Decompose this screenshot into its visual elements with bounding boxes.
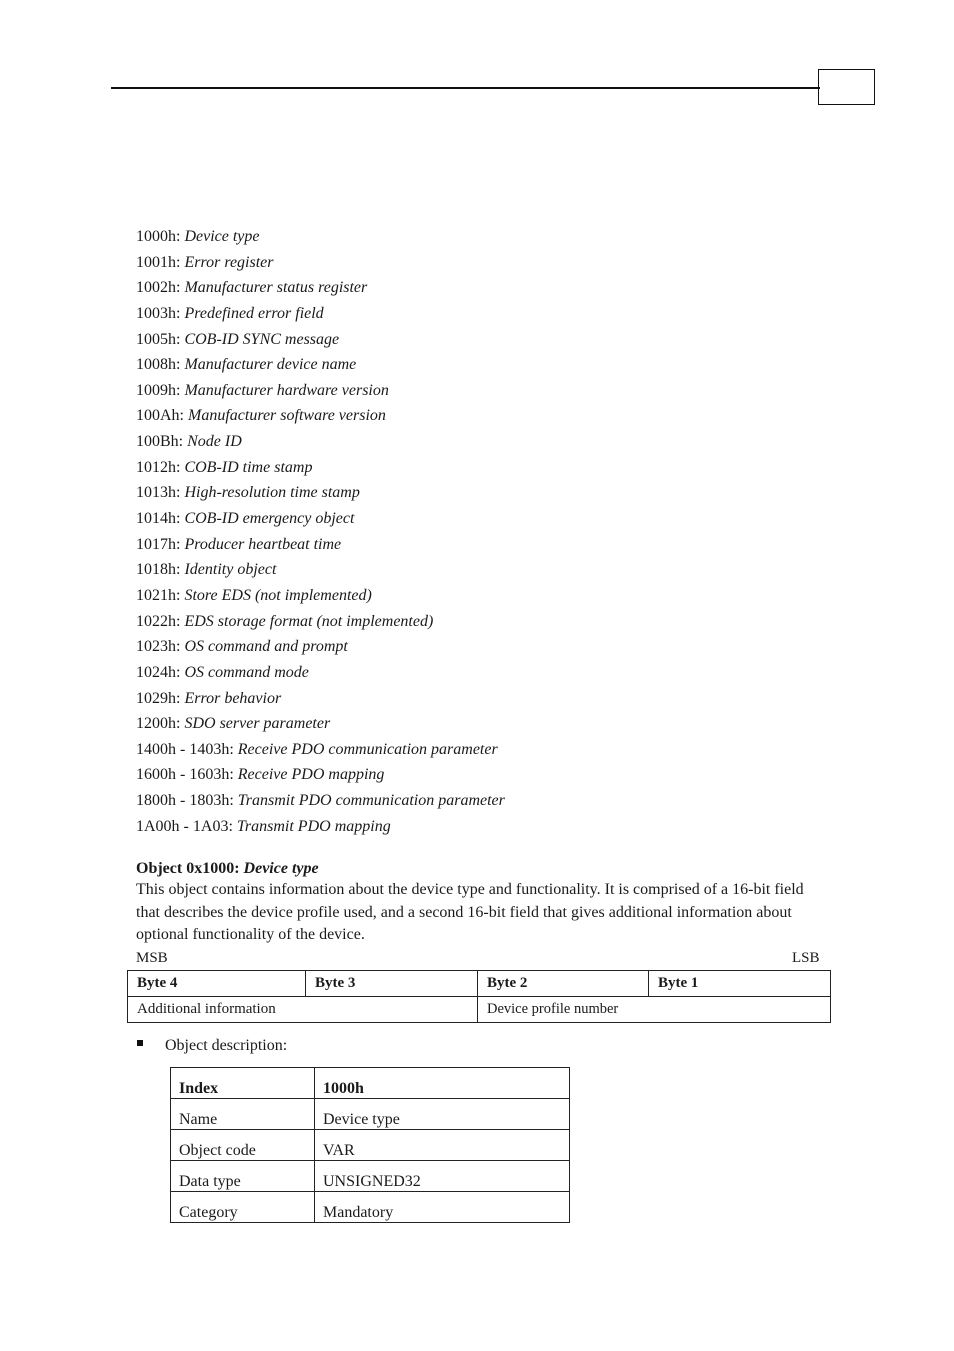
page-number-box [818,69,875,105]
list-item: 1008h: Manufacturer device name [136,356,357,374]
table-header-cell: Byte 4 [128,971,306,997]
table-cell: VAR [315,1130,570,1161]
table-header-cell: Byte 3 [306,971,478,997]
list-item: 1400h - 1403h: Receive PDO communication parameter [136,740,498,758]
object-list [136,224,505,839]
table-cell: UNSIGNED32 [315,1161,570,1192]
list-item: 1014h: COB-ID emergency object [136,510,355,528]
byte-layout-table [127,970,831,1023]
table-cell: Category [171,1192,315,1223]
table-cell: Device profile number [478,997,831,1023]
list-item: 1002h: Manufacturer status register [136,279,368,297]
list-item: 100Bh: Node ID [136,433,242,451]
list-item: 1018h: Identity object [136,561,277,579]
list-item: 1022h: EDS storage format (not implemented) [136,612,434,630]
list-item: 1017h: Producer heartbeat time [136,535,342,553]
list-item: 100Ah: Manufacturer software version [136,407,386,425]
list-item: 1000h: Device type [136,228,260,245]
table-row [171,1161,570,1192]
list-item: 1800h - 1803h: Transmit PDO communication parameter [136,792,505,810]
table-row [171,1192,570,1223]
object-description-table [170,1067,570,1223]
list-item: 1001h: Error register [136,253,274,271]
table-row [171,1068,570,1099]
table-cell: 1000h [315,1068,570,1099]
list-item: 1023h: OS command and prompt [136,638,348,656]
list-item: 1024h: OS command mode [136,663,309,681]
table-cell: Device type [315,1099,570,1130]
lsb-label: LSB [792,950,820,966]
table-cell: Data type [171,1161,315,1192]
table-cell: Mandatory [315,1192,570,1223]
table-header-cell: Byte 1 [649,971,831,997]
list-item: 1200h: SDO server parameter [136,715,331,733]
table-cell: Additional information [128,997,478,1023]
table-cell: Index [171,1068,315,1099]
list-item: 1005h: COB-ID SYNC message [136,330,340,348]
section-paragraph: This object contains information about the device type and functionality. It is comprised of a 16-bit field that describes the device profile used, and a second 16-bit field that gives additional information about optional functionality of the device. [136,881,804,944]
list-item: 1029h: Error behavior [136,689,282,707]
msb-label: MSB [136,950,168,966]
table-row [128,997,831,1023]
header-rule [111,87,820,89]
list-item: 1021h: Store EDS (not implemented) [136,586,372,604]
table-row [171,1099,570,1130]
table-row [128,971,831,997]
table-header-cell: Byte 2 [478,971,649,997]
list-item: 1003h: Predefined error field [136,304,324,322]
table-row [171,1130,570,1161]
list-item: 1012h: COB-ID time stamp [136,458,313,476]
bullet-icon [137,1040,143,1046]
list-item: 1600h - 1603h: Receive PDO mapping [136,766,385,784]
list-item: 1013h: High-resolution time stamp [136,484,360,502]
list-item: 1009h: Manufacturer hardware version [136,381,389,399]
bullet-text: Object description: [165,1037,288,1054]
table-cell: Name [171,1099,315,1130]
list-item: 1A00h - 1A03: Transmit PDO mapping [136,817,391,835]
section-heading: Object 0x1000: Device type [136,860,319,877]
table-cell: Object code [171,1130,315,1161]
